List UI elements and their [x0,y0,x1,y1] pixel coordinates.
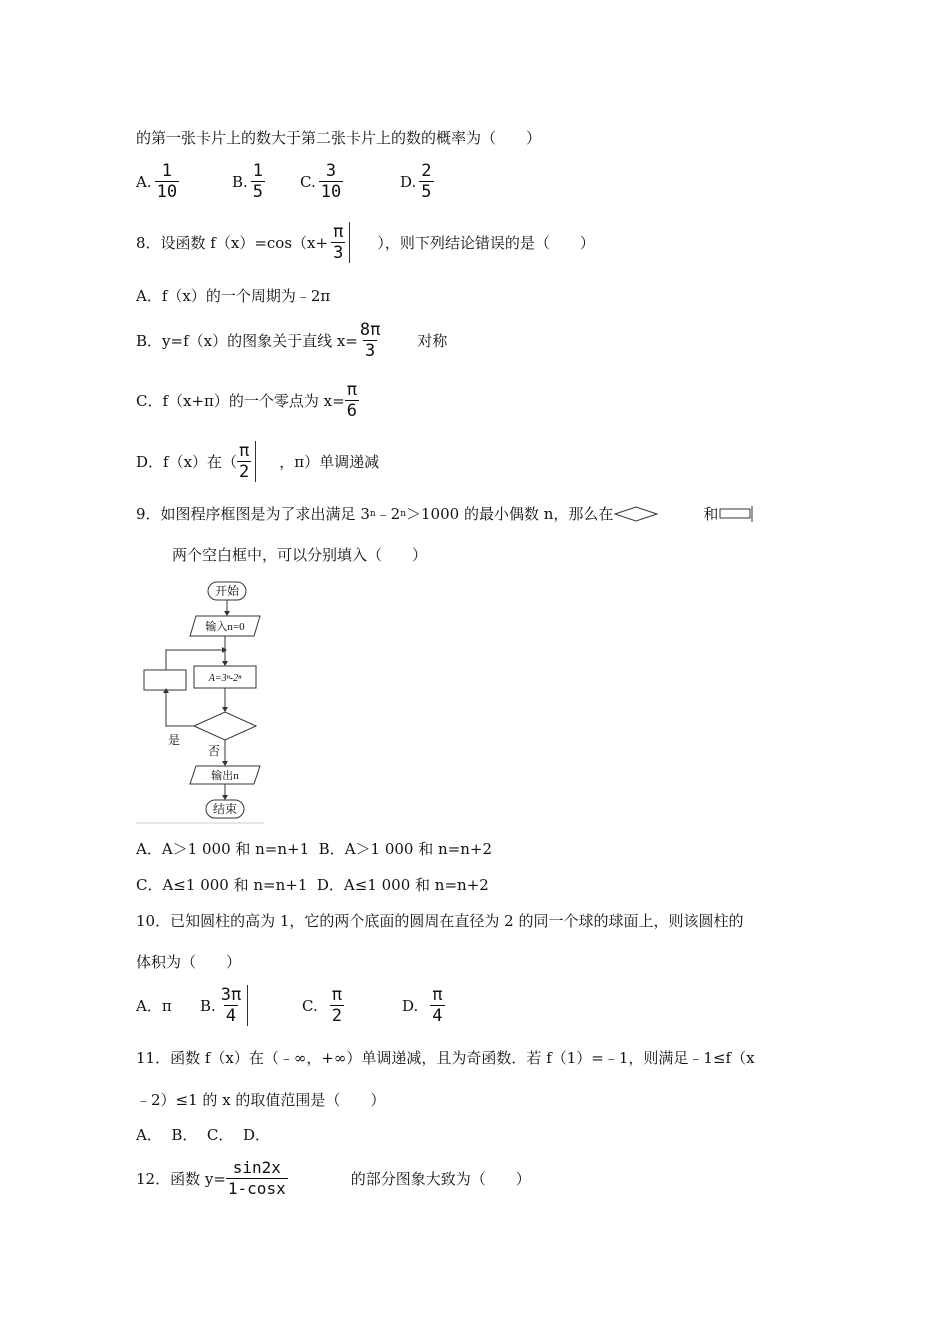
fraction: $\frac{2}{5}$ [421,161,432,202]
fraction: $\frac{\pi}{3}$ [331,222,350,263]
q9-stem-2: 两个空白框中，可以分别填入（ ） [172,546,428,564]
q8-option-c: C．f（x+π）的一个零点为 x= $\frac{\pi}{6}$ [136,380,357,421]
q10-option-b: B. $\frac{3\pi}{4}$ [200,985,302,1026]
fraction: $\frac{1}{10}$ [156,161,178,202]
fraction: $\frac{3}{10}$ [320,161,342,202]
flow-output-text: 输出n [211,770,239,782]
q11-options: A． B． C． D． [136,1126,270,1144]
rectangle-box-icon [718,505,754,523]
fraction: $\frac{\pi}{2}$ [237,441,256,482]
q10-options [136,985,448,1026]
q7-stem: 的第一张卡片上的数大于第二张卡片上的数的概率为（ ） [136,129,542,147]
q7-option-c: C. $\frac{3}{10}$ [300,161,342,202]
q12-stem: 12．函数 y= $\frac{\sin 2x}{1-\cos x}$ 的部分图象大致为（ ） [136,1158,531,1198]
q7-option-a: A. $\frac{1}{10}$ [136,161,178,202]
flow-decision-shape [194,712,256,740]
flow-empty-box [144,670,186,690]
q8-option-b: B．y=f（x）的图象关于直线 x= $\frac{8\pi}{3}$ 对称 [136,320,448,361]
flow-input-text: 输入n=0 [205,621,245,633]
flowchart [136,580,266,825]
diamond-box-icon [613,505,659,523]
q9-stem: 9．如图程序框图是为了求出满足 3 n ﹣2 n ＞1000 的最小偶数 n，那么在 和 [136,503,754,524]
q9-options-ab: A．A＞1 000 和 n=n+1 B．A＞1 000 和 n=n+2 [136,840,493,858]
q11-stem: 11．函数 f（x）在（﹣∞，+∞）单调递减，且为奇函数．若 f（1）=﹣1，则满足﹣1≤f（x [136,1049,755,1067]
q11-stem-2: ﹣2）≤1 的 x 的取值范围是（ ） [136,1091,386,1109]
q9-options-cd: C．A≤1 000 和 n=n+1 D．A≤1 000 和 n=n+2 [136,876,489,894]
fraction: $\frac{\sin 2x}{1-\cos x}$ [227,1158,286,1198]
fraction: $\frac{\pi}{2}$ [331,985,342,1026]
q10-option-c: C. $\frac{\pi}{2}$ [302,985,342,1026]
q8-option-a: A．f（x）的一个周期为﹣2π [136,287,331,305]
fraction: $\frac{1}{5}$ [252,161,264,202]
q10-stem: 10．已知圆柱的高为 1，它的两个底面的圆周在直径为 2 的同一个球的球面上，则该圆柱的 [136,912,744,930]
fraction: $\frac{8\pi}{3}$ [359,320,381,361]
flow-no-label: 否 [207,744,221,758]
q7-option-d: D. $\frac{2}{5}$ [400,161,432,202]
q7-options [136,161,437,202]
fraction: $\frac{3\pi}{4}$ [219,985,248,1026]
flow-start-text: 开始 [214,584,240,598]
q10-option-a: A．π [136,997,172,1015]
q10-stem-2: 体积为（ ） [136,953,242,971]
flow-yes-label: 是 [167,733,181,747]
q8-stem: 8．设函数 f（x）=cos（x+ $\frac{\pi}{3}$ ），则下列结论错误的是（ ） [136,222,595,263]
flow-end-text: 结束 [212,802,238,816]
q10-option-d: D. $\frac{\pi}{4}$ [402,985,443,1026]
flow-assign-text: A=3ⁿ-2ⁿ [208,673,242,684]
q7-option-b: B. $\frac{1}{5}$ [232,161,264,202]
q8-option-d: D．f（x）在（ $\frac{\pi}{2}$ ，π）单调递减 [136,441,380,482]
fraction: $\frac{\pi}{6}$ [346,380,357,421]
fraction: $\frac{\pi}{4}$ [432,985,443,1026]
